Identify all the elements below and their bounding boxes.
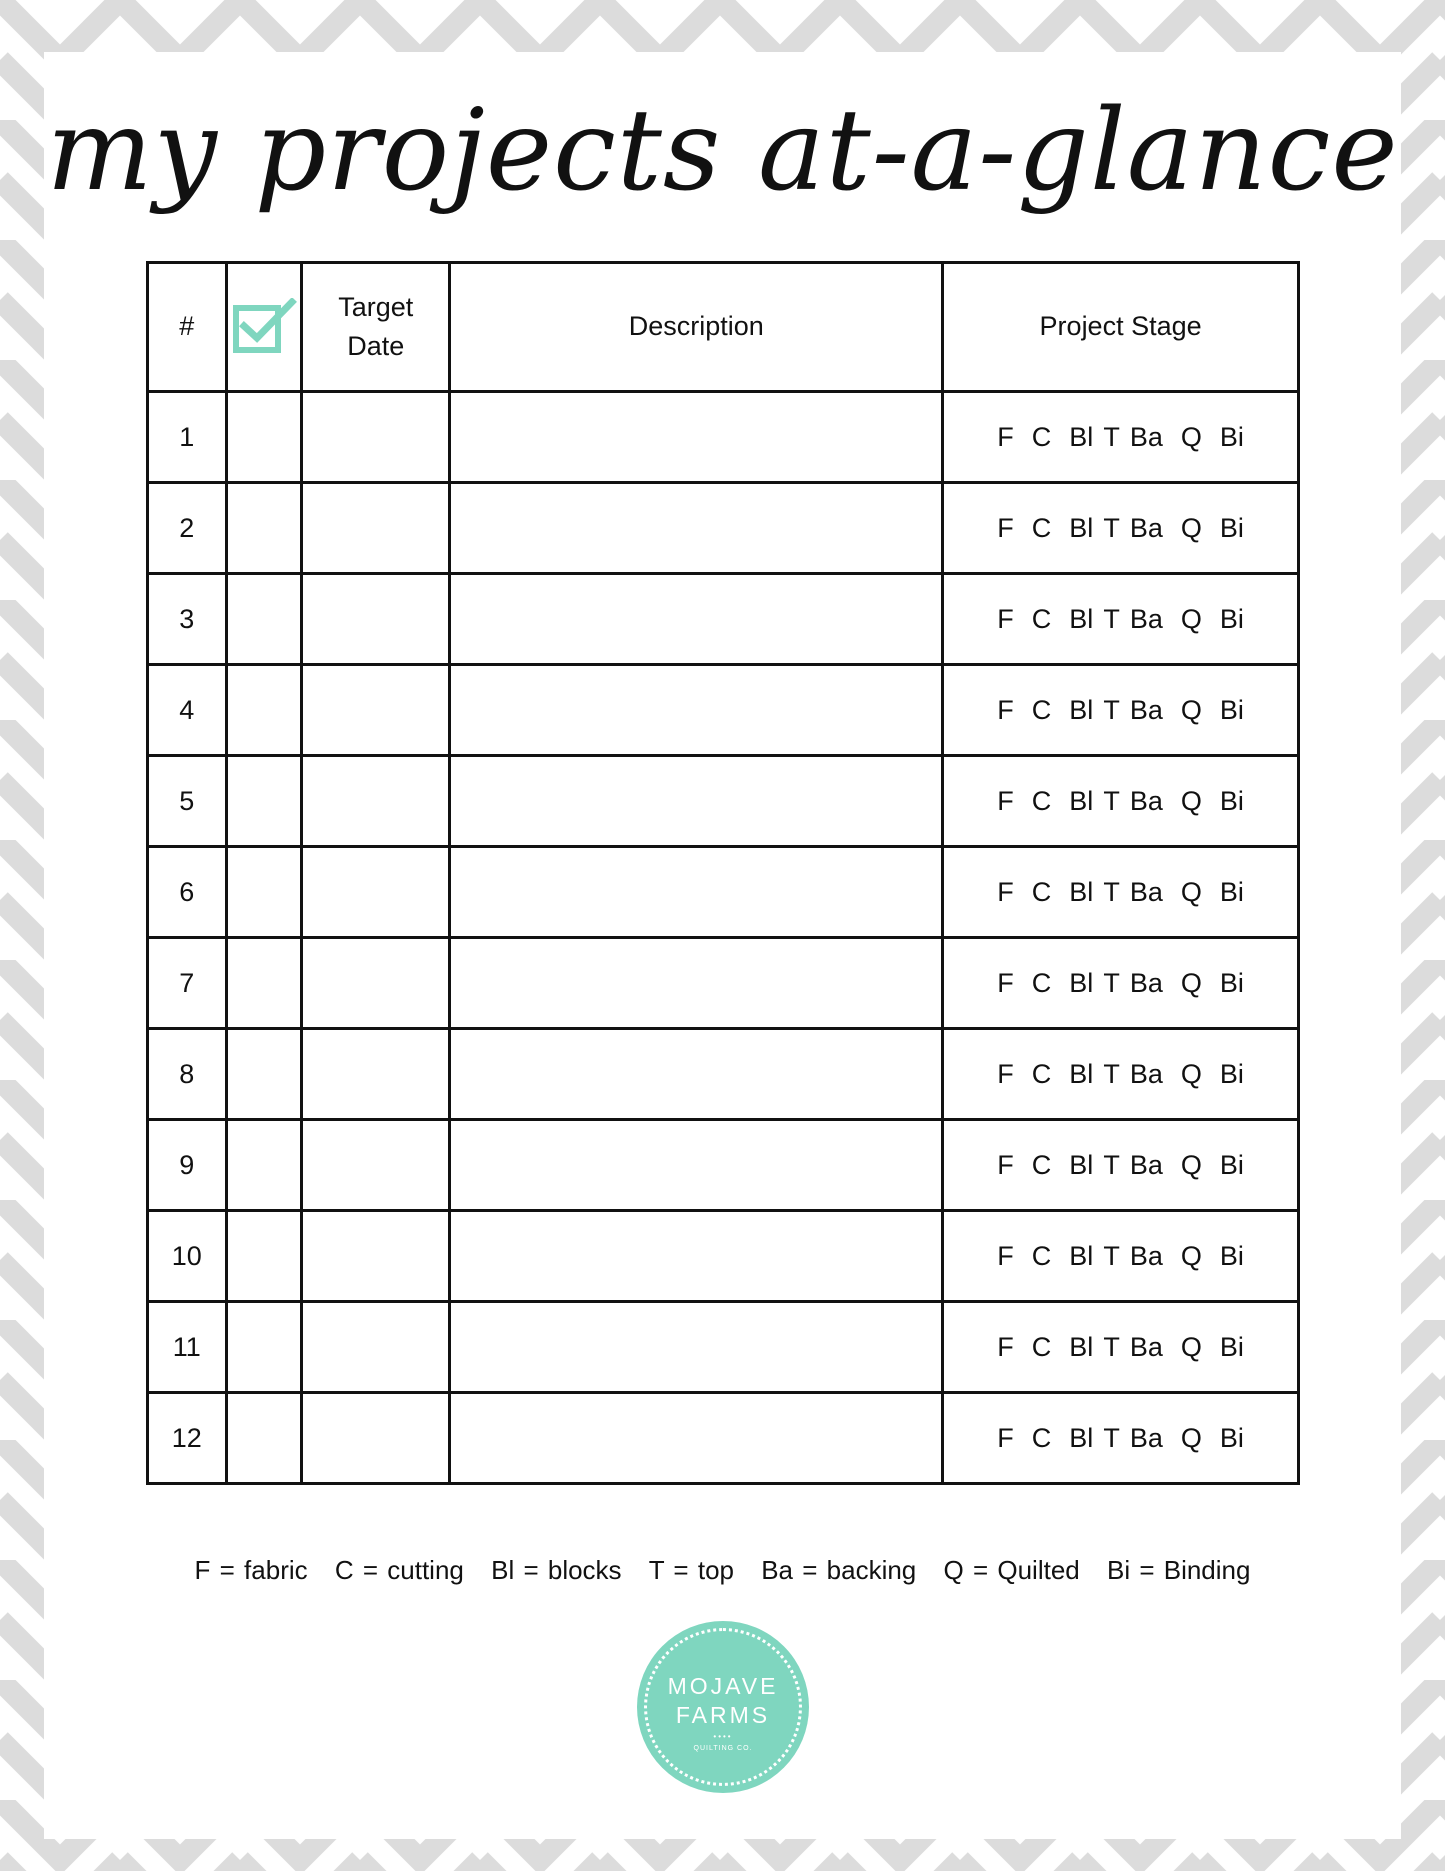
stage-code[interactable]: T bbox=[1103, 1422, 1120, 1453]
row-project-stage-cell bbox=[943, 392, 1299, 483]
row-number: 3 bbox=[148, 574, 227, 665]
stage-code[interactable]: Ba bbox=[1129, 1149, 1163, 1180]
stage-code[interactable]: C bbox=[1031, 603, 1052, 634]
stage-code[interactable]: F bbox=[997, 1331, 1014, 1362]
stage-code[interactable]: C bbox=[1031, 1058, 1052, 1089]
row-project-stage-cell bbox=[943, 847, 1299, 938]
row-target-date-cell[interactable] bbox=[302, 1393, 450, 1484]
legend-item: Bl = blocks bbox=[491, 1555, 622, 1585]
stage-codes bbox=[944, 1150, 1297, 1181]
stage-codes bbox=[944, 968, 1297, 999]
logo-text-line2: FARMS bbox=[675, 1702, 771, 1728]
stage-code[interactable]: T bbox=[1103, 876, 1120, 907]
row-number: 6 bbox=[148, 847, 227, 938]
stage-code[interactable]: Bl bbox=[1069, 512, 1094, 543]
stage-code[interactable]: T bbox=[1103, 694, 1120, 725]
stage-code[interactable]: F bbox=[997, 421, 1014, 452]
mojave-farms-logo bbox=[637, 1621, 809, 1793]
row-description-cell[interactable] bbox=[450, 1393, 943, 1484]
stage-codes bbox=[944, 422, 1297, 453]
row-project-stage-cell bbox=[943, 1393, 1299, 1484]
stage-code[interactable]: C bbox=[1031, 421, 1052, 452]
row-number: 10 bbox=[148, 1211, 227, 1302]
stage-code[interactable]: F bbox=[997, 876, 1014, 907]
stage-code[interactable]: Q bbox=[1180, 512, 1202, 543]
row-checkbox-cell[interactable] bbox=[226, 574, 302, 665]
row-project-stage-cell bbox=[943, 1120, 1299, 1211]
legend-item: Bi = Binding bbox=[1106, 1555, 1251, 1585]
stage-codes bbox=[944, 1241, 1297, 1272]
row-description-cell[interactable] bbox=[450, 756, 943, 847]
stage-code[interactable]: Q bbox=[1180, 421, 1202, 452]
row-description-cell[interactable] bbox=[450, 1211, 943, 1302]
stage-code[interactable]: Ba bbox=[1129, 1240, 1163, 1271]
stage-code[interactable]: C bbox=[1031, 512, 1052, 543]
stage-code[interactable]: T bbox=[1103, 1058, 1120, 1089]
row-target-date-cell[interactable] bbox=[302, 1302, 450, 1393]
row-target-date-cell[interactable] bbox=[302, 1029, 450, 1120]
row-project-stage-cell bbox=[943, 938, 1299, 1029]
stage-code[interactable]: Bi bbox=[1219, 1331, 1244, 1362]
stage-code[interactable]: Ba bbox=[1129, 512, 1163, 543]
table-row bbox=[148, 1211, 1299, 1302]
row-checkbox-cell[interactable] bbox=[226, 483, 302, 574]
table-row bbox=[148, 392, 1299, 483]
legend-item: T = top bbox=[648, 1555, 734, 1585]
row-number: 5 bbox=[148, 756, 227, 847]
row-target-date-cell[interactable] bbox=[302, 1120, 450, 1211]
row-description-cell[interactable] bbox=[450, 1029, 943, 1120]
stage-code[interactable]: C bbox=[1031, 1422, 1052, 1453]
stage-code[interactable]: T bbox=[1103, 421, 1120, 452]
stage-code[interactable]: Ba bbox=[1129, 1331, 1163, 1362]
header-target-date-line1: Target bbox=[338, 291, 414, 322]
stage-code[interactable]: C bbox=[1031, 1240, 1052, 1271]
row-number: 7 bbox=[148, 938, 227, 1029]
row-checkbox-cell[interactable] bbox=[226, 1211, 302, 1302]
row-target-date-cell[interactable] bbox=[302, 1211, 450, 1302]
row-description-cell[interactable] bbox=[450, 574, 943, 665]
row-checkbox-cell[interactable] bbox=[226, 756, 302, 847]
header-target-date-line2: Date bbox=[347, 331, 405, 361]
stage-code[interactable]: Bl bbox=[1069, 421, 1094, 452]
stage-code[interactable]: Bi bbox=[1219, 421, 1244, 452]
stage-code[interactable]: Ba bbox=[1129, 876, 1163, 907]
header-number: # bbox=[148, 263, 227, 392]
stage-code[interactable]: F bbox=[997, 603, 1014, 634]
stage-code[interactable]: Bl bbox=[1069, 1149, 1094, 1180]
row-number: 11 bbox=[148, 1302, 227, 1393]
stage-code[interactable]: Q bbox=[1180, 1331, 1202, 1362]
stage-codes bbox=[944, 877, 1297, 908]
row-number: 12 bbox=[148, 1393, 227, 1484]
row-number: 1 bbox=[148, 392, 227, 483]
stage-code[interactable]: T bbox=[1103, 1331, 1120, 1362]
row-description-cell[interactable] bbox=[450, 847, 943, 938]
row-target-date-cell[interactable] bbox=[302, 847, 450, 938]
legend-item: C = cutting bbox=[334, 1555, 464, 1585]
table-row bbox=[148, 756, 1299, 847]
stage-code[interactable]: C bbox=[1031, 1331, 1052, 1362]
row-project-stage-cell bbox=[943, 756, 1299, 847]
stage-code[interactable]: Bi bbox=[1219, 785, 1244, 816]
row-target-date-cell[interactable] bbox=[302, 756, 450, 847]
stage-code[interactable]: T bbox=[1103, 967, 1120, 998]
stage-code[interactable]: F bbox=[997, 1149, 1014, 1180]
stage-code[interactable]: C bbox=[1031, 694, 1052, 725]
stage-code[interactable]: Bl bbox=[1069, 1240, 1094, 1271]
row-checkbox-cell[interactable] bbox=[226, 392, 302, 483]
stage-code[interactable]: Bl bbox=[1069, 1422, 1094, 1453]
header-check bbox=[226, 263, 302, 392]
stage-code[interactable]: Q bbox=[1180, 603, 1202, 634]
stage-code[interactable]: Bi bbox=[1219, 1240, 1244, 1271]
stage-codes bbox=[944, 1059, 1297, 1090]
row-project-stage-cell bbox=[943, 574, 1299, 665]
stage-code[interactable]: Bl bbox=[1069, 603, 1094, 634]
stage-code[interactable]: Q bbox=[1180, 876, 1202, 907]
projects-table bbox=[146, 261, 1300, 1485]
stage-code[interactable]: F bbox=[997, 1422, 1014, 1453]
stage-code[interactable]: F bbox=[997, 1240, 1014, 1271]
logo-subtitle: QUILTING CO. bbox=[693, 1745, 753, 1752]
stage-code[interactable]: F bbox=[997, 512, 1014, 543]
stage-code[interactable]: Ba bbox=[1129, 1058, 1163, 1089]
stage-code[interactable]: Bi bbox=[1219, 967, 1244, 998]
stage-code[interactable]: F bbox=[997, 785, 1014, 816]
table-row bbox=[148, 1120, 1299, 1211]
table-header-row bbox=[148, 263, 1299, 392]
stage-code[interactable]: Ba bbox=[1129, 603, 1163, 634]
row-target-date-cell[interactable] bbox=[302, 665, 450, 756]
stage-code[interactable]: T bbox=[1103, 1149, 1120, 1180]
row-project-stage-cell bbox=[943, 483, 1299, 574]
stage-code[interactable]: C bbox=[1031, 785, 1052, 816]
row-number: 2 bbox=[148, 483, 227, 574]
header-target-date bbox=[302, 263, 450, 392]
stage-code[interactable]: Bi bbox=[1219, 1149, 1244, 1180]
stage-codes bbox=[944, 1423, 1297, 1454]
stage-codes bbox=[944, 695, 1297, 726]
table-row bbox=[148, 847, 1299, 938]
stage-code[interactable]: Ba bbox=[1129, 694, 1163, 725]
stage-legend bbox=[0, 1555, 1445, 1586]
stage-code[interactable]: Bl bbox=[1069, 1058, 1094, 1089]
stage-code[interactable]: Bi bbox=[1219, 1058, 1244, 1089]
stage-code[interactable]: Bi bbox=[1219, 603, 1244, 634]
stage-code[interactable]: T bbox=[1103, 785, 1120, 816]
projects-table-body bbox=[148, 392, 1299, 1484]
table-row bbox=[148, 665, 1299, 756]
row-target-date-cell[interactable] bbox=[302, 392, 450, 483]
stage-code[interactable]: T bbox=[1103, 1240, 1120, 1271]
row-number: 9 bbox=[148, 1120, 227, 1211]
checkbox-checked-icon bbox=[230, 298, 298, 356]
row-checkbox-cell[interactable] bbox=[226, 1393, 302, 1484]
header-project-stage: Project Stage bbox=[943, 263, 1299, 392]
stage-code[interactable]: Bi bbox=[1219, 876, 1244, 907]
row-checkbox-cell[interactable] bbox=[226, 938, 302, 1029]
stage-code[interactable]: Bi bbox=[1219, 512, 1244, 543]
row-checkbox-cell[interactable] bbox=[226, 1120, 302, 1211]
stage-code[interactable]: Q bbox=[1180, 1240, 1202, 1271]
row-description-cell[interactable] bbox=[450, 483, 943, 574]
row-number: 4 bbox=[148, 665, 227, 756]
stage-code[interactable]: F bbox=[997, 967, 1014, 998]
stage-code[interactable]: T bbox=[1103, 512, 1120, 543]
row-project-stage-cell bbox=[943, 1302, 1299, 1393]
stage-code[interactable]: F bbox=[997, 694, 1014, 725]
row-checkbox-cell[interactable] bbox=[226, 665, 302, 756]
stage-code[interactable]: T bbox=[1103, 603, 1120, 634]
legend-item: F = fabric bbox=[194, 1555, 308, 1585]
row-description-cell[interactable] bbox=[450, 1120, 943, 1211]
stage-code[interactable]: F bbox=[997, 1058, 1014, 1089]
stage-code[interactable]: Bl bbox=[1069, 694, 1094, 725]
table-row bbox=[148, 1302, 1299, 1393]
stage-code[interactable]: Ba bbox=[1129, 421, 1163, 452]
header-description: Description bbox=[450, 263, 943, 392]
stage-codes bbox=[944, 1332, 1297, 1363]
stage-code[interactable]: C bbox=[1031, 1149, 1052, 1180]
stage-code[interactable]: Q bbox=[1180, 785, 1202, 816]
row-project-stage-cell bbox=[943, 1211, 1299, 1302]
stage-codes bbox=[944, 513, 1297, 544]
row-checkbox-cell[interactable] bbox=[226, 1302, 302, 1393]
table-row bbox=[148, 1393, 1299, 1484]
row-target-date-cell[interactable] bbox=[302, 938, 450, 1029]
stage-code[interactable]: Q bbox=[1180, 1422, 1202, 1453]
stage-codes bbox=[944, 786, 1297, 817]
stage-code[interactable]: Q bbox=[1180, 1058, 1202, 1089]
row-description-cell[interactable] bbox=[450, 938, 943, 1029]
table-row bbox=[148, 938, 1299, 1029]
row-checkbox-cell[interactable] bbox=[226, 1029, 302, 1120]
stage-code[interactable]: Bi bbox=[1219, 694, 1244, 725]
row-project-stage-cell bbox=[943, 665, 1299, 756]
stage-code[interactable]: Bl bbox=[1069, 1331, 1094, 1362]
table-row bbox=[148, 483, 1299, 574]
stage-code[interactable]: C bbox=[1031, 876, 1052, 907]
legend-item: Ba = backing bbox=[761, 1555, 917, 1585]
row-number: 8 bbox=[148, 1029, 227, 1120]
stage-code[interactable]: Bl bbox=[1069, 876, 1094, 907]
stage-code[interactable]: Ba bbox=[1129, 967, 1163, 998]
stage-code[interactable]: Bl bbox=[1069, 785, 1094, 816]
stage-code[interactable]: Ba bbox=[1129, 1422, 1163, 1453]
stage-code[interactable]: Bi bbox=[1219, 1422, 1244, 1453]
legend-item: Q = Quilted bbox=[943, 1555, 1080, 1585]
page-title: my projects at-a-glance bbox=[46, 86, 1399, 216]
row-description-cell[interactable] bbox=[450, 665, 943, 756]
row-checkbox-cell[interactable] bbox=[226, 847, 302, 938]
table-row bbox=[148, 1029, 1299, 1120]
stage-code[interactable]: Bl bbox=[1069, 967, 1094, 998]
row-target-date-cell[interactable] bbox=[302, 574, 450, 665]
logo-text-line1: MOJAVE bbox=[667, 1673, 779, 1699]
row-description-cell[interactable] bbox=[450, 392, 943, 483]
stage-code[interactable]: Q bbox=[1180, 1149, 1202, 1180]
stage-code[interactable]: Ba bbox=[1129, 785, 1163, 816]
stage-codes bbox=[944, 604, 1297, 635]
stage-code[interactable]: Q bbox=[1180, 694, 1202, 725]
stage-code[interactable]: Q bbox=[1180, 967, 1202, 998]
row-target-date-cell[interactable] bbox=[302, 483, 450, 574]
logo-dots: •••• bbox=[713, 1732, 733, 1741]
table-row bbox=[148, 574, 1299, 665]
row-project-stage-cell bbox=[943, 1029, 1299, 1120]
row-description-cell[interactable] bbox=[450, 1302, 943, 1393]
stage-code[interactable]: C bbox=[1031, 967, 1052, 998]
